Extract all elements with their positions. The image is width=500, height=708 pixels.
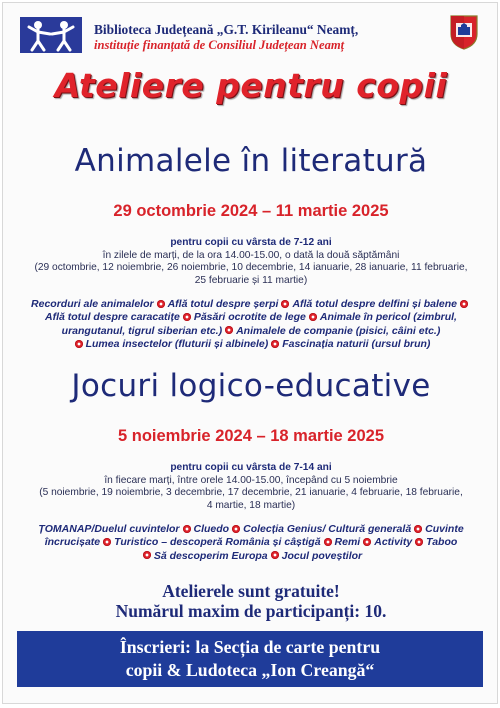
county-crest-icon: [450, 14, 478, 50]
topic: Fascinația naturii (ursul brun): [282, 338, 431, 351]
flower-bullet-icon: [157, 300, 165, 308]
section2-dates: 5 noiembrie 2024 – 18 martie 2025: [118, 427, 384, 445]
signup-banner: [17, 631, 483, 687]
topic: Află totul despre șerpi: [167, 298, 279, 310]
section1-info: [23, 237, 479, 287]
section2-dates-list-1: (5 noiembrie, 19 noiembrie, 3 decembrie, 17 decembrie, 21 ianuarie, 4 februarie, 18 februarie,: [39, 487, 463, 498]
section2-topics: [21, 523, 481, 563]
flower-bullet-icon: [271, 340, 279, 348]
section1-schedule: în zilele de marți, de la ora 14.00-15.00, o dată la două săptămâni: [102, 249, 400, 261]
topic: Află totul despre caracatițe: [45, 311, 180, 324]
flower-bullet-icon: [143, 551, 151, 559]
flower-bullet-icon: [271, 551, 279, 559]
topic: Recorduri ale animalelor: [31, 298, 154, 310]
signup-line-1: Înscrieri: la Secția de carte pentru: [119, 637, 381, 657]
topic: Să descoperim Europa: [153, 549, 268, 562]
topic: urangutanul, tigrul siberian etc.): [61, 324, 223, 337]
section2-dates-list-2: 4 martie, 18 martie): [206, 499, 296, 511]
topic: Taboo: [426, 536, 458, 549]
topic: Cluedo: [193, 523, 230, 535]
flower-bullet-icon: [460, 300, 468, 308]
flower-bullet-icon: [415, 538, 423, 546]
topic: Jocul poveștilor: [281, 549, 363, 562]
section2-info: [23, 462, 479, 512]
topic: Cuvinte: [425, 523, 464, 535]
topic: Păsări ocrotite de lege: [193, 311, 306, 324]
max-participants: Numărul maxim de participanți: 10.: [115, 601, 387, 621]
flower-bullet-icon: [309, 313, 317, 321]
library-logo-icon: [20, 17, 82, 53]
free-notice: Atelierele sunt gratuite!: [162, 581, 340, 601]
topic: Colecția Genius/ Cultură generală: [243, 523, 412, 535]
section1-dates-list-1: (29 octombrie, 12 noiembrie, 26 noiembrie, 10 decembrie, 14 ianuarie, 28 ianuarie, 11 februarie,: [34, 262, 468, 273]
section1-title: Animalele în literatură: [74, 143, 428, 179]
main-title: Ateliere pentru copii: [54, 66, 448, 105]
flower-bullet-icon: [281, 300, 289, 308]
topic: Află totul despre delfini și balene: [292, 298, 457, 310]
flower-bullet-icon: [103, 538, 111, 546]
topic: încrucișate: [44, 536, 101, 549]
topic: Remi: [334, 536, 361, 549]
flower-bullet-icon: [324, 538, 332, 546]
institution-name: Biblioteca Județeană „G.T. Kirileanu“ Neamț,: [94, 22, 359, 37]
section1-topics: [21, 298, 481, 352]
header: [3, 3, 497, 59]
section2-title: Jocuri logico-educative: [71, 368, 431, 404]
flower-bullet-icon: [225, 326, 233, 334]
topic: ȚOMANAP/Duelul cuvintelor: [38, 523, 180, 535]
section2-schedule: în fiecare marți, între orele 14.00-15.00, începând cu 5 noiembrie: [104, 474, 398, 486]
flower-bullet-icon: [75, 340, 83, 348]
section2-age: pentru copii cu vârsta de 7-14 ani: [170, 462, 332, 473]
topic: Lumea insectelor (fluturii și albinele): [85, 338, 269, 351]
topic: Turistico – descoperă România și câștigă: [114, 536, 321, 549]
topic: Animale în pericol (zimbrul,: [319, 311, 457, 324]
topic: Activity: [374, 536, 413, 549]
flower-bullet-icon: [232, 525, 240, 533]
flower-bullet-icon: [363, 538, 371, 546]
topic: Animalele de companie (pisici, câini etc.): [236, 324, 441, 337]
signup-line-2: copii & Ludoteca „Ion Creangă“: [125, 660, 375, 680]
section1-dates-list-2: 25 februarie și 11 martie): [194, 274, 308, 286]
poster: [2, 2, 498, 704]
section1-dates: 29 octombrie 2024 – 11 martie 2025: [113, 202, 389, 220]
flower-bullet-icon: [183, 525, 191, 533]
funding-note: instituție finanțată de Consiliul Județean Neamț: [94, 38, 345, 52]
flower-bullet-icon: [414, 525, 422, 533]
flower-bullet-icon: [183, 313, 191, 321]
section1-age: pentru copii cu vârsta de 7-12 ani: [170, 237, 332, 248]
